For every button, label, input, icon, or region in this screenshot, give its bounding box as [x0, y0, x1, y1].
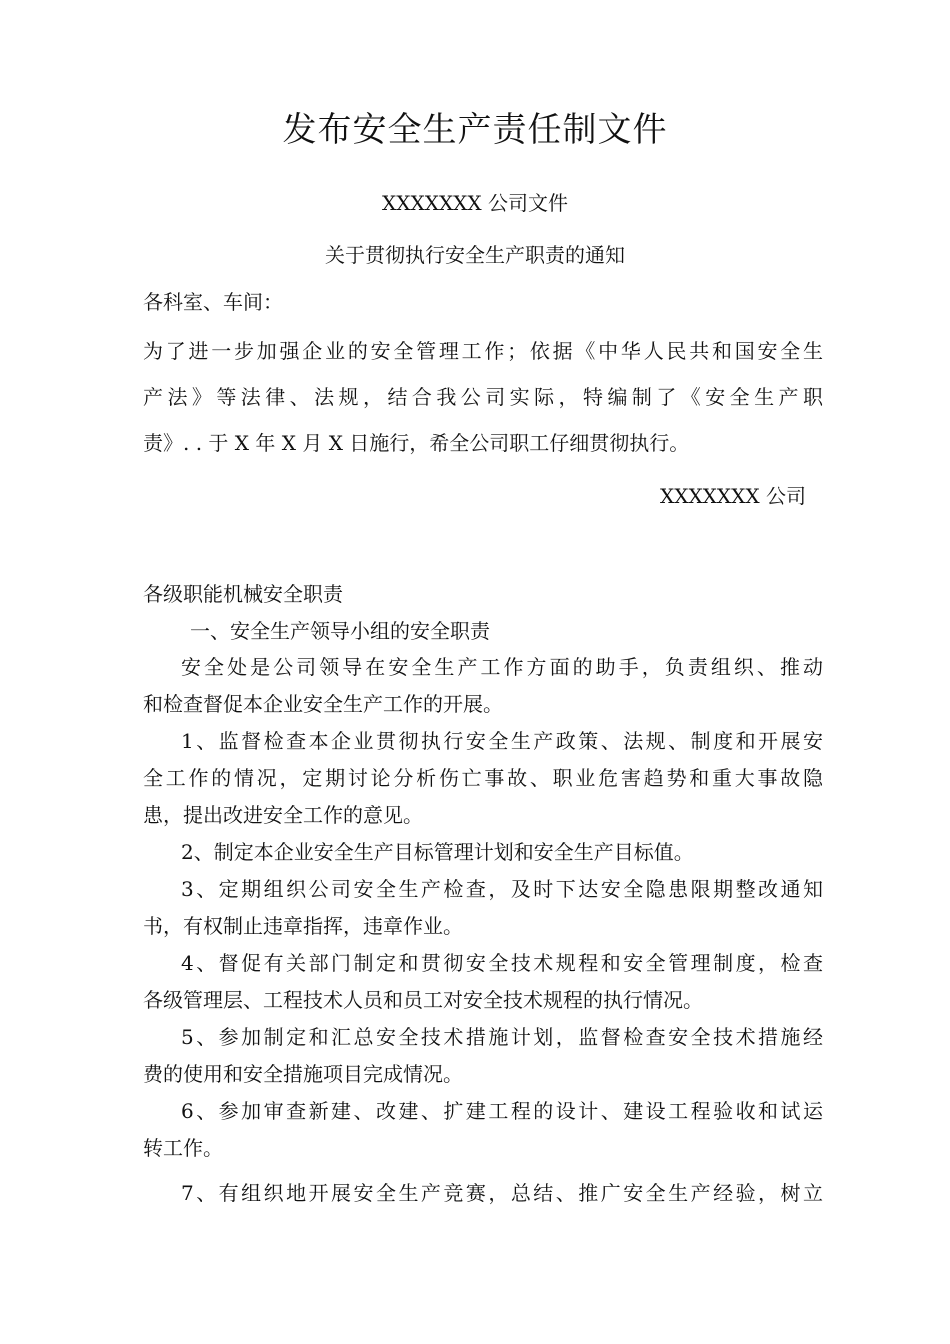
- body-line: 费的使用和安全措施项目完成情况。: [143, 1062, 463, 1086]
- subsection-title: 一、安全生产领导小组的安全职责: [190, 619, 490, 643]
- body-line: 书，有权制止违章指挥，违章作业。: [143, 914, 463, 938]
- body-line: 6、参加审查新建、改建、扩建工程的设计、建设工程验收和试运: [181, 1099, 823, 1123]
- salutation: 各科室、车间：: [143, 290, 283, 314]
- body-line: 1、监督检查本企业贯彻执行安全生产政策、法规、制度和开展安: [181, 729, 823, 753]
- body-line: 各级管理层、工程技术人员和员工对安全技术规程的执行情况。: [143, 988, 703, 1012]
- body-line: 全工作的情况，定期讨论分析伤亡事故、职业危害趋势和重大事故隐: [143, 766, 823, 790]
- body-line: 和检查督促本企业安全生产工作的开展。: [143, 692, 503, 716]
- signature: XXXXXXX 公司: [659, 484, 806, 508]
- body-line: 安全处是公司领导在安全生产工作方面的助手，负责组织、推动: [181, 655, 823, 679]
- notice-line: 责》. . 于 X 年 X 月 X 日施行，希全公司职工仔细贯彻执行。: [143, 431, 690, 455]
- notice-title: 关于贯彻执行安全生产职责的通知: [325, 243, 625, 267]
- section-title: 各级职能机械安全职责: [143, 582, 343, 606]
- body-line: 2、制定本企业安全生产目标管理计划和安全生产目标值。: [181, 840, 694, 864]
- body-line: 4、督促有关部门制定和贯彻安全技术规程和安全管理制度，检查: [181, 951, 823, 975]
- body-line: 3、定期组织公司安全生产检查，及时下达安全隐患限期整改通知: [181, 877, 823, 901]
- notice-line: 产法》等法律、法规，结合我公司实际，特编制了《安全生产职: [143, 385, 823, 409]
- body-line: 转工作。: [143, 1136, 223, 1160]
- document-title: 发布安全生产责任制文件: [282, 110, 668, 150]
- body-line: 患，提出改进安全工作的意见。: [143, 803, 423, 827]
- company-header: XXXXXXX 公司文件: [381, 191, 569, 215]
- notice-line: 为了进一步加强企业的安全管理工作；依据《中华人民共和国安全生: [143, 339, 823, 363]
- body-line: 7、有组织地开展安全生产竞赛，总结、推广安全生产经验，树立: [181, 1181, 823, 1205]
- body-line: 5、参加制定和汇总安全技术措施计划，监督检查安全技术措施经: [181, 1025, 823, 1049]
